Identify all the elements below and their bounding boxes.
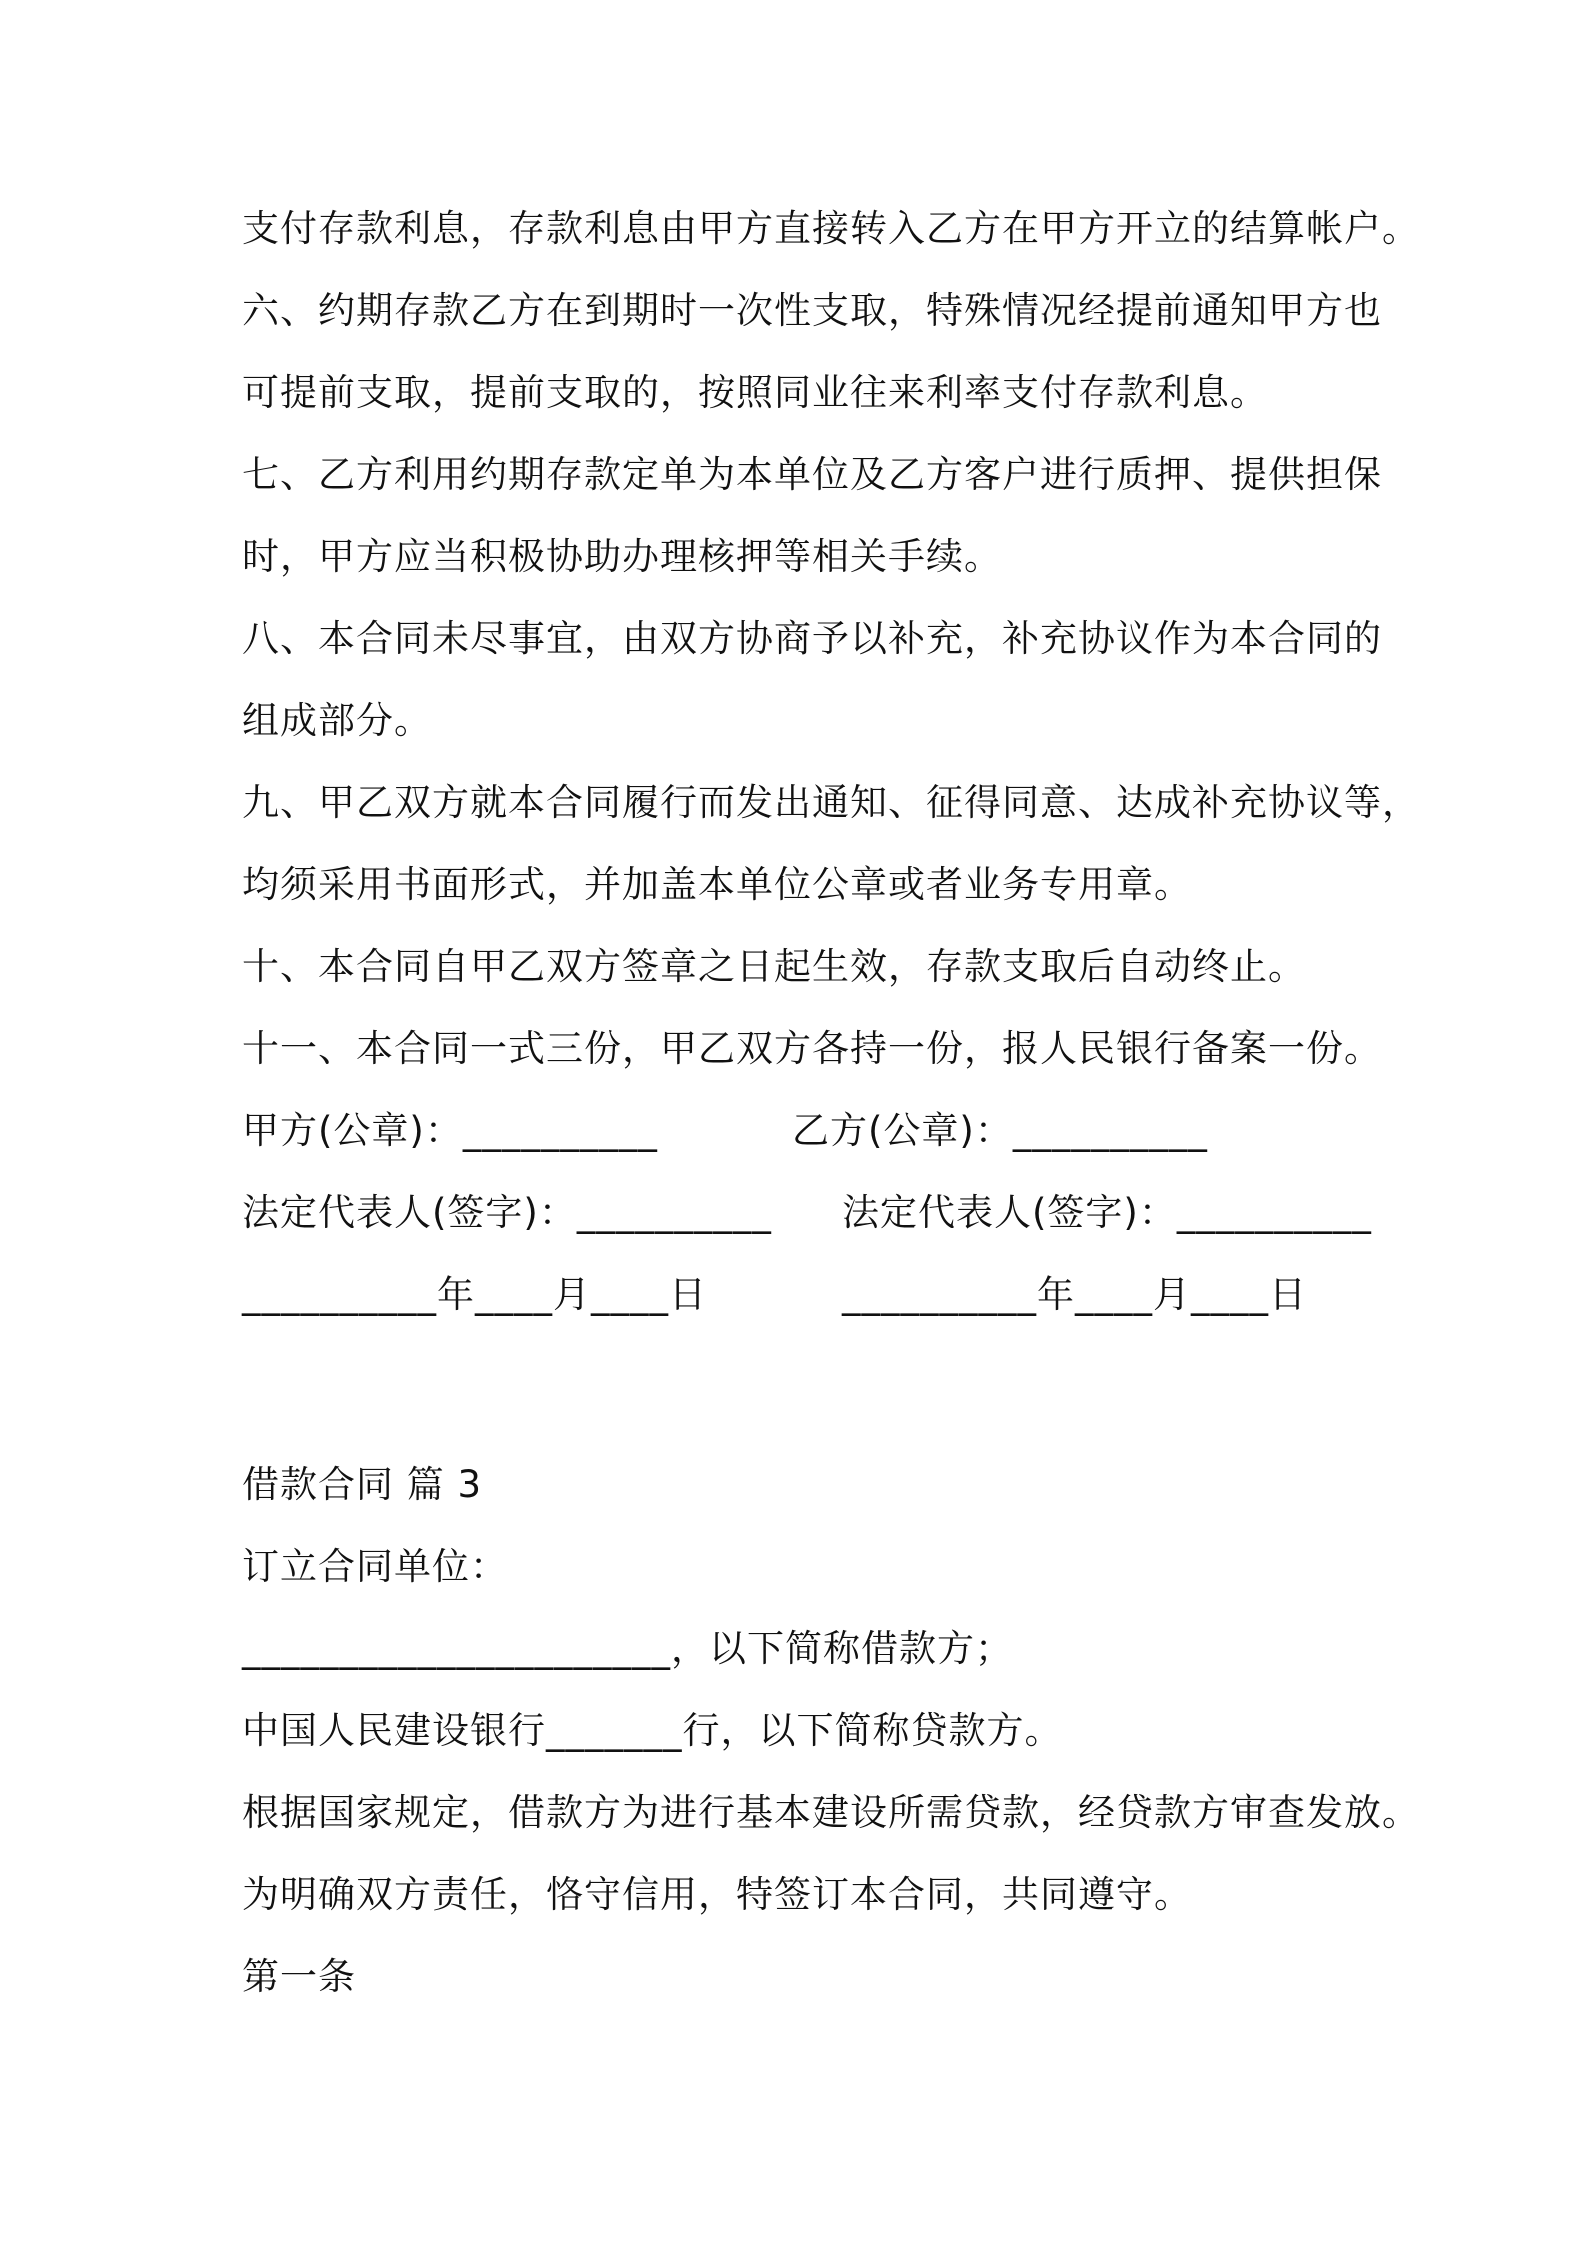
clause-6-line-2: 可提前支取，提前支取的，按照同业往来利率支付存款利息。 (242, 371, 1268, 414)
party-b-rep-field: 法定代表人(签字)：__________ (842, 1191, 1372, 1234)
section-title: 借款合同 篇 3 (242, 1463, 483, 1506)
clause-7-line-2: 时，甲方应当积极协助办理核押等相关手续。 (242, 535, 1002, 578)
signature-row-seal (242, 1106, 1208, 1156)
party-a-date-field: __________年____月____日 (242, 1273, 707, 1316)
clause-6-line-1: 六、约期存款乙方在到期时一次性支取，特殊情况经提前通知甲方也 (242, 289, 1382, 332)
clause-9-line-2: 均须采用书面形式，并加盖本单位公章或者业务专用章。 (242, 863, 1192, 906)
clause-7-line-1: 七、乙方利用约期存款定单为本单位及乙方客户进行质押、提供担保 (242, 453, 1382, 496)
party-a-seal-field: 甲方(公章)：__________ (242, 1109, 658, 1152)
borrower-line: ______________________，以下简称借款方； (242, 1627, 1013, 1670)
clause-8-line-2: 组成部分。 (242, 699, 432, 742)
clause-8-line-1: 八、本合同未尽事宜，由双方协商予以补充，补充协议作为本合同的 (242, 617, 1382, 660)
article-1-heading: 第一条 (242, 1955, 356, 1998)
paragraph-line: 支付存款利息，存款利息由甲方直接转入乙方在甲方开立的结算帐户。 (242, 207, 1420, 250)
party-b-seal-field: 乙方(公章)：__________ (792, 1109, 1208, 1152)
signature-row-date (242, 1270, 1307, 1320)
party-b-date-field: __________年____月____日 (842, 1273, 1307, 1316)
preamble-line-2: 为明确双方责任，恪守信用，特签订本合同，共同遵守。 (242, 1873, 1192, 1916)
preamble-line-1: 根据国家规定，借款方为进行基本建设所需贷款，经贷款方审查发放。 (242, 1791, 1420, 1834)
signature-row-rep (242, 1188, 1372, 1238)
contract-units-label: 订立合同单位： (242, 1545, 508, 1588)
clause-10-line: 十、本合同自甲乙双方签章之日起生效，存款支取后自动终止。 (242, 945, 1306, 988)
clause-9-line-1: 九、甲乙双方就本合同履行而发出通知、征得同意、达成补充协议等， (242, 781, 1420, 824)
party-a-rep-field: 法定代表人(签字)：__________ (242, 1191, 772, 1234)
lender-line: 中国人民建设银行_______行，以下简称贷款方。 (242, 1709, 1063, 1752)
clause-11-line: 十一、本合同一式三份，甲乙双方各持一份，报人民银行备案一份。 (242, 1027, 1382, 1070)
